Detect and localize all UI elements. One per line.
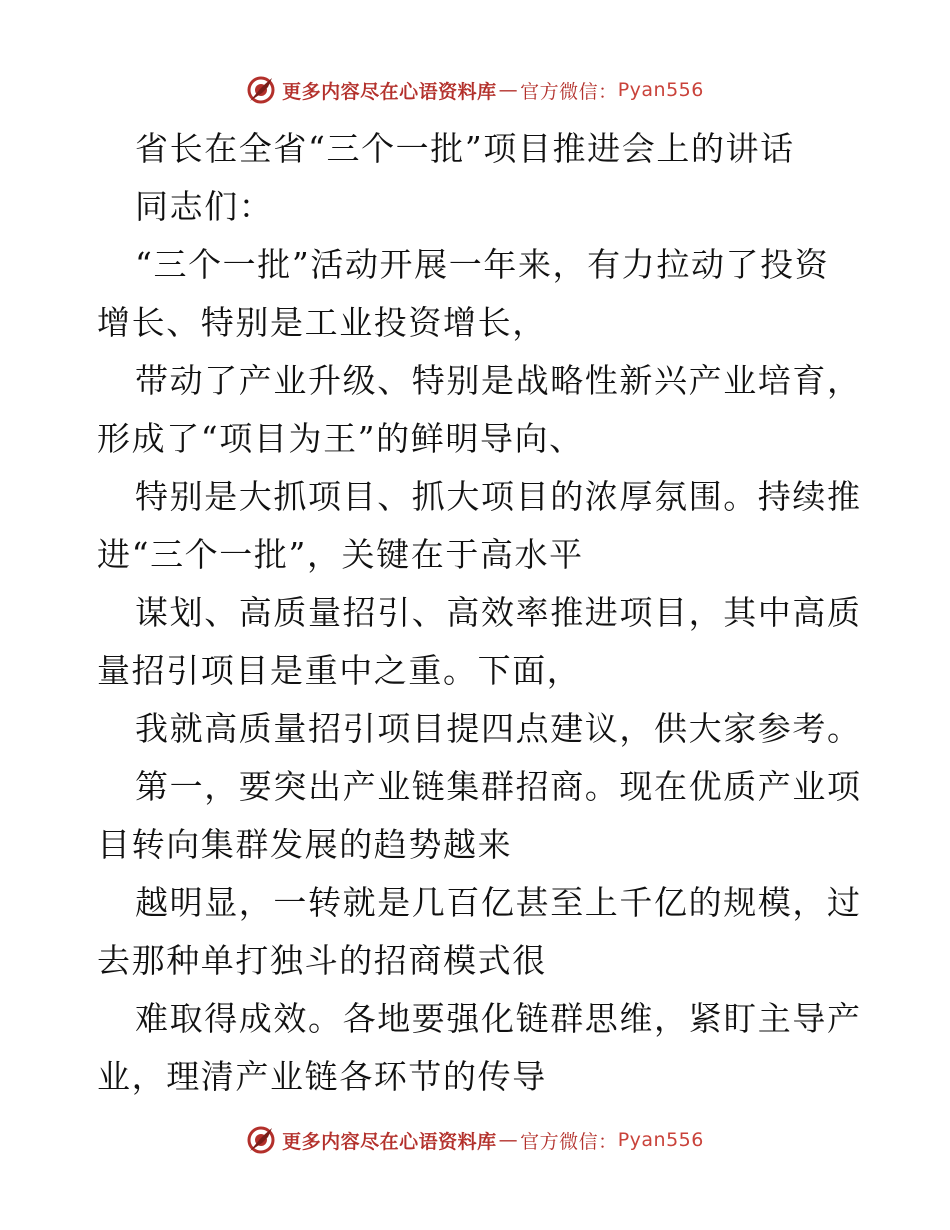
- footer-banner: [0, 1120, 950, 1160]
- body-line: 增长、特别是工业投资增长，: [97, 303, 547, 342]
- banner-brand-text: 更多内容尽在心语资料库: [282, 1130, 497, 1153]
- body-line: 谋划、高质量招引、高效率推进项目，其中高质: [135, 593, 862, 632]
- body-line: 量招引项目是重中之重。下面，: [97, 651, 582, 690]
- body-line: 进“三个一批”，关键在于高水平: [97, 535, 584, 574]
- body-line: 目转向集群发展的趋势越来: [97, 825, 513, 864]
- body-line: 特别是大抓项目、抓大项目的浓厚氛围。持续推: [135, 477, 862, 516]
- body-line: 越明显，一转就是几百亿甚至上千亿的规模，过: [135, 883, 862, 922]
- body-line: 第一，要突出产业链集群招商。现在优质产业项: [135, 767, 862, 806]
- quill-pen-logo-icon: [246, 1125, 276, 1155]
- document-body: [97, 120, 862, 1106]
- banner-separator: —: [498, 79, 519, 101]
- banner-separator: —: [498, 1129, 519, 1151]
- body-line: 我就高质量招引项目提四点建议，供大家参考。: [135, 709, 862, 748]
- body-line: 形成了“项目为王”的鲜明导向、: [97, 419, 584, 458]
- body-line: 去那种单打独斗的招商模式很: [97, 941, 547, 980]
- header-banner: [0, 70, 950, 110]
- banner-official-label: 官方微信：: [520, 1130, 618, 1153]
- banner-wechat-id: Pyan556: [617, 1129, 704, 1151]
- document-title: 省长在全省“三个一批”项目推进会上的讲话: [135, 129, 795, 168]
- banner-wechat-id: Pyan556: [617, 79, 704, 101]
- quill-pen-logo-icon: [246, 75, 276, 105]
- body-line: 难取得成效。各地要强化链群思维，紧盯主导产: [135, 999, 862, 1038]
- banner-official-label: 官方微信：: [520, 80, 618, 103]
- body-line: 业，理清产业链各环节的传导: [97, 1057, 547, 1096]
- body-line: 带动了产业升级、特别是战略性新兴产业培育，: [135, 361, 862, 400]
- salutation: 同志们：: [135, 187, 274, 226]
- banner-brand-text: 更多内容尽在心语资料库: [282, 80, 497, 103]
- body-line: “三个一批”活动开展一年来，有力拉动了投资: [135, 245, 830, 284]
